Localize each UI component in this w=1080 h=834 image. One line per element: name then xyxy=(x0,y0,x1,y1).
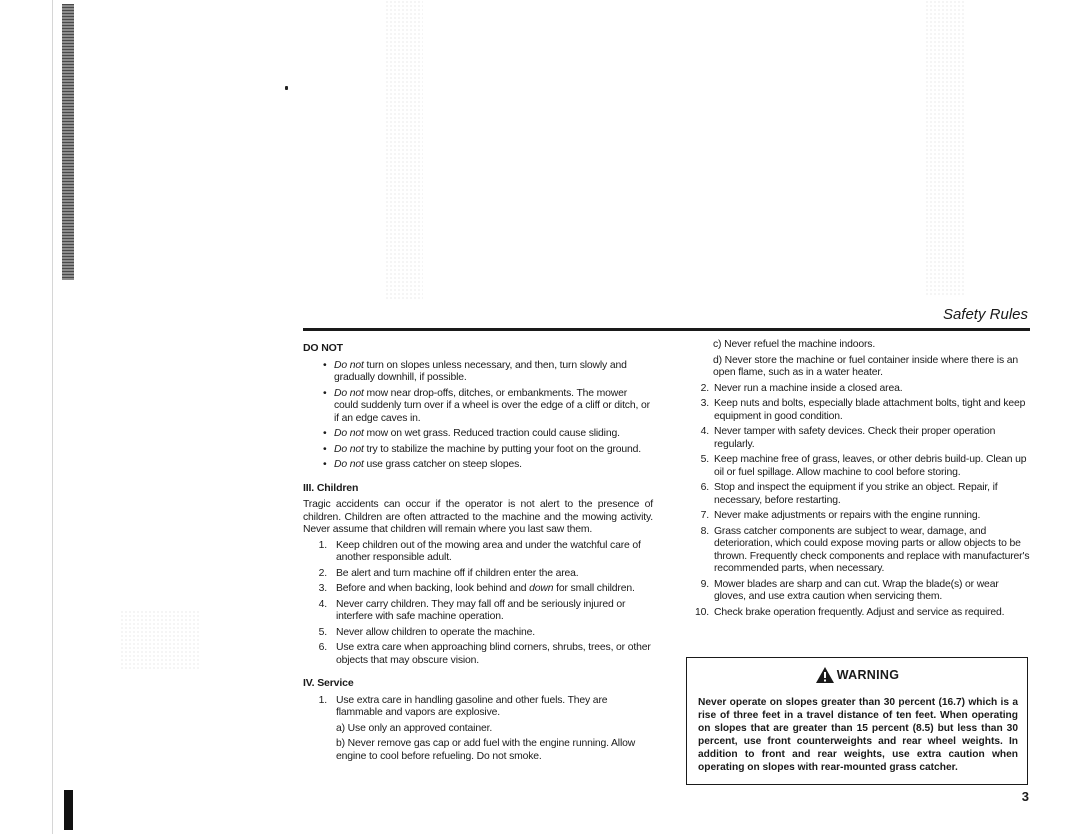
list-item: • Do not mow near drop-offs, ditches, or embankments. The mower could suddenly turn over if a wheel is over the edge of a cliff or ditch, or if an edge caves in. xyxy=(323,387,650,424)
page-number: 3 xyxy=(1021,789,1029,804)
service-sub-b: b) Never remove gas cap or add fuel with the engine running. Allow engine to cool before refueling. Do not smoke. xyxy=(336,738,636,762)
list-item: 5. Never allow children to operate the machine. xyxy=(318,626,536,638)
service-list-continued xyxy=(695,383,1030,620)
binding-mark xyxy=(64,790,73,830)
binding-strip xyxy=(62,4,74,280)
list-item: 9. Mower blades are sharp and can cut. Wrap the blade(s) or wear gloves, and use extra caution when servicing them. xyxy=(700,578,999,602)
warning-label: WARNING xyxy=(836,668,900,682)
list-item: 3. Before and when backing, look behind and down for small children. xyxy=(318,583,635,594)
section-title: Safety Rules xyxy=(942,306,1028,323)
list-item: 6. Use extra care when approaching blind corners, shrubs, trees, or other objects that may obscure vision. xyxy=(318,642,651,666)
service-sub-a: a) Use only an approved container. xyxy=(336,722,493,734)
warning-text: Never operate on slopes greater than 30 percent (16.7) which is a rise of three feet in a travel distance of ten feet. When operating on slopes that are greater than 15 percent (8.5) but less than 30 percent, use front counterweights and rear wheel weights. In addition to front and rear weights, use extra caution when operating on slopes with rear-mounted grass catcher. xyxy=(698,697,1018,773)
list-item: 8. Grass catcher components are subject to wear, damage, and deterioration, which could expose moving parts or allow objects to be thrown. Frequently check components and replace with manufacturer's recommended parts, when necessary. xyxy=(700,525,1030,574)
list-item: 1. Keep children out of the mowing area and under the watchful care of another responsible adult. xyxy=(318,539,641,563)
list-item: • Do not use grass catcher on steep slopes. xyxy=(323,459,522,470)
list-item: • Do not try to stabilize the machine by putting your foot on the ground. xyxy=(323,443,642,455)
scan-noise xyxy=(120,610,200,670)
list-item: • Do not mow on wet grass. Reduced traction could cause sliding. xyxy=(323,428,620,439)
scan-edge-line xyxy=(52,0,53,834)
do-not-list xyxy=(303,360,653,472)
scan-speck xyxy=(285,86,288,90)
warning-triangle-icon xyxy=(815,666,835,684)
do-not-heading: DO NOT xyxy=(303,342,343,354)
list-item: 4. Never tamper with safety devices. Check their proper operation regularly. xyxy=(700,426,996,450)
header-rule xyxy=(303,328,1030,331)
list-item: 7. Never make adjustments or repairs with the engine running. xyxy=(700,510,981,521)
scan-noise xyxy=(385,0,423,300)
service-heading: IV. Service xyxy=(303,677,354,689)
children-intro: Tragic accidents can occur if the operator is not alert to the presence of children. Children are often attracted to the machine and the mowing activity. Never assume that children will remain where you last saw them. xyxy=(303,499,653,535)
warning-box xyxy=(686,657,1028,785)
children-heading: III. Children xyxy=(303,481,359,494)
list-item: 3. Keep nuts and bolts, especially blade attachment bolts, tight and keep equipment in good condition. xyxy=(700,398,1026,422)
service-list xyxy=(303,695,653,720)
right-column xyxy=(695,339,1030,622)
list-item: 10. Check brake operation frequently. Adjust and service as required. xyxy=(695,606,1005,618)
list-item: 5. Keep machine free of grass, leaves, or other debris build-up. Clean up oil or fuel spillage. Allow machine to cool before storing. xyxy=(700,454,1027,478)
list-item: 1. Use extra care in handling gasoline and other fuels. They are flammable and vapors are explosive. xyxy=(318,694,608,718)
children-list xyxy=(303,540,653,668)
list-item: • Do not turn on slopes unless necessary, and then, turn slowly and gradually downhill, if possible. xyxy=(323,359,627,383)
scan-noise xyxy=(925,0,965,296)
service-sub-d: d) Never store the machine or fuel container inside where there is an open flame, such as in a water heater. xyxy=(713,354,1018,378)
list-item: 2. Never run a machine inside a closed area. xyxy=(700,382,903,394)
list-item: 6. Stop and inspect the equipment if you strike an object. Repair, if necessary, before restarting. xyxy=(700,482,998,506)
warning-heading xyxy=(687,666,1027,684)
service-sub-c: c) Never refuel the machine indoors. xyxy=(713,339,876,350)
left-column xyxy=(303,342,653,766)
list-item: 4. Never carry children. They may fall off and be seriously injured or interfere with safe machine operation. xyxy=(318,598,626,622)
list-item: 2. Be alert and turn machine off if children enter the area. xyxy=(318,567,579,579)
